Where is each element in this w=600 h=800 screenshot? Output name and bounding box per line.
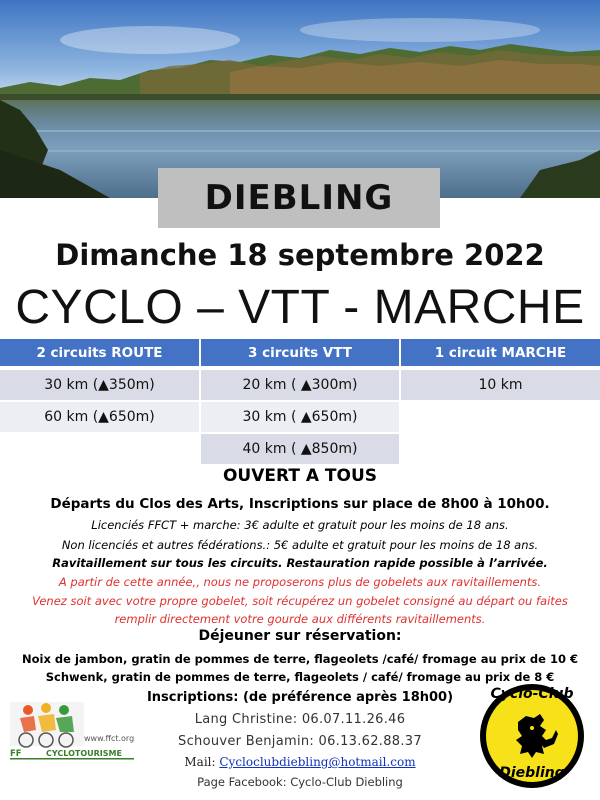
cup-notice-line-2: Venez soit avec votre propre gobelet, soit récupérez un gobelet consigné au départ ou faites <box>32 594 568 608</box>
open-to-all: OUVERT A TOUS <box>222 466 378 486</box>
event-date: Dimanche 18 septembre 2022 <box>55 238 545 272</box>
route-circuit-30km: 30 km (▲350m) <box>0 370 199 400</box>
town-title-box <box>158 168 440 228</box>
refreshment-info: Ravitaillement sur tous les circuits. Restauration rapide possible à l’arrivée. <box>52 556 548 570</box>
vtt-circuit-30km: 30 km ( ▲650m) <box>201 402 399 432</box>
facebook-page: Page Facebook: Cyclo-Club Diebling <box>197 775 403 789</box>
club-name-bottom: Diebling <box>499 765 565 781</box>
departure-info: Départs du Clos des Arts, Inscriptions sur place de 8h00 à 10h00. <box>50 496 550 512</box>
ffct-ff: FF <box>10 749 22 759</box>
vtt-circuit-20km: 20 km ( ▲300m) <box>201 370 399 400</box>
lunch-title: Déjeuner sur réservation: <box>198 628 402 644</box>
ffct-name: CYCLOTOURISME <box>46 749 122 758</box>
registration-title: Inscriptions: (de préférence après 18h00) <box>146 690 454 705</box>
marche-circuit-10km: 10 km <box>401 370 600 400</box>
price-licensed: Licenciés FFCT + marche: 3€ adulte et gratuit pour les moins de 18 ans. <box>91 518 509 532</box>
club-name-top: Cyclo-Club <box>490 686 574 702</box>
mail-label: Mail: <box>184 755 220 769</box>
event-headline: CYCLO – VTT - MARCHE <box>15 281 585 334</box>
column-header-vtt: 3 circuits VTT <box>201 339 399 366</box>
route-circuit-60km: 60 km (▲650m) <box>0 402 199 432</box>
mail-link[interactable]: Cycloclubdiebling@hotmail.com <box>219 755 416 769</box>
contact-benjamin: Schouver Benjamin: 06.13.62.88.37 <box>178 734 422 749</box>
cup-notice-line-1: A partir de cette année,, nous ne proposerons plus de gobelets aux ravitaillements. <box>58 575 542 589</box>
ffct-url: www.ffct.org <box>84 734 135 743</box>
contact-christine: Lang Christine: 06.07.11.26.46 <box>194 712 406 727</box>
menu-option-2: Schwenk, gratin de pommes de terre, flageolets / café/ fromage au prix de 8 € <box>45 670 555 684</box>
cup-notice-line-3: remplir directement votre gourde aux différents ravitaillements. <box>114 612 486 626</box>
column-header-route: 2 circuits ROUTE <box>0 339 199 366</box>
vtt-circuit-40km: 40 km ( ▲850m) <box>201 434 399 464</box>
price-non-licensed: Non licenciés et autres fédérations.: 5€ adulte et gratuit pour les moins de 18 ans. <box>61 538 539 552</box>
contact-mail <box>140 755 460 769</box>
circuits-table <box>0 339 600 467</box>
menu-option-1: Noix de jambon, gratin de pommes de terre, flageolets /café/ fromage au prix de 10 € <box>22 652 578 666</box>
town-title: DIEBLING <box>204 178 394 218</box>
column-header-marche: 1 circuit MARCHE <box>401 339 600 366</box>
